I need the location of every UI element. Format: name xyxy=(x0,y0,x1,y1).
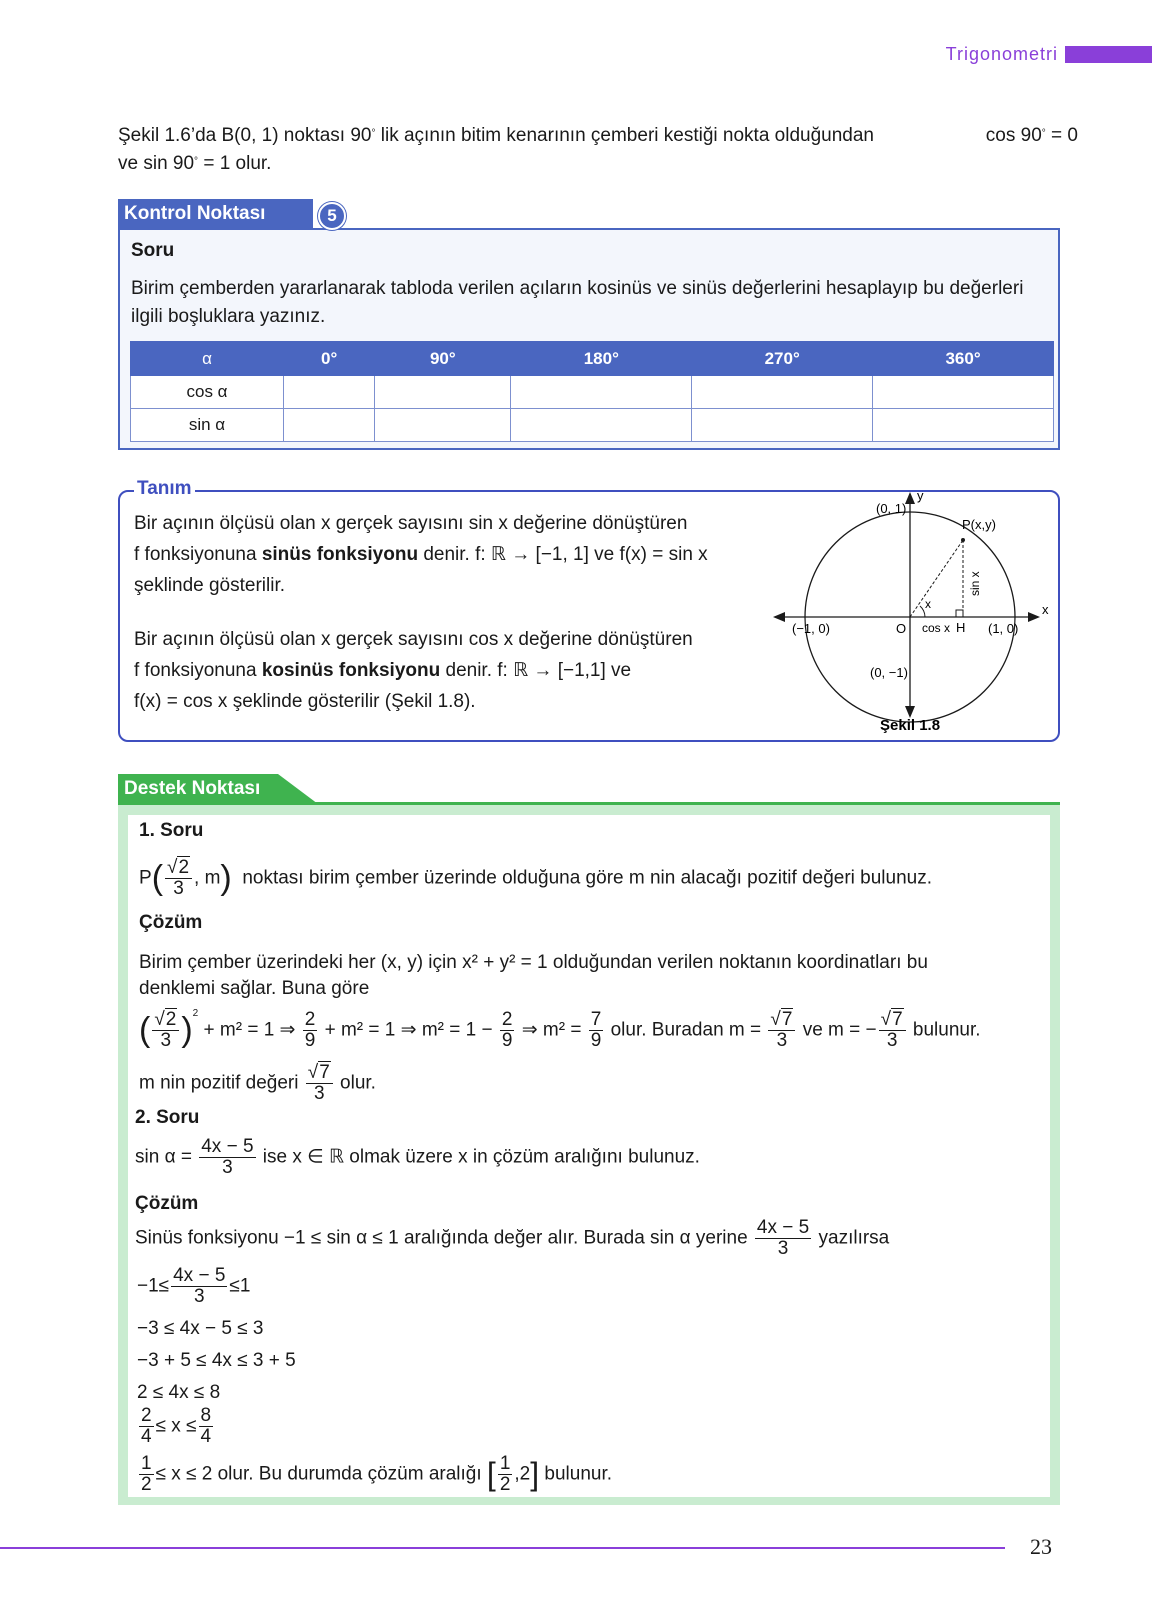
y-axis-label: y xyxy=(917,490,924,503)
y-axis-arrow xyxy=(905,492,915,504)
blank-cell[interactable] xyxy=(873,376,1054,409)
blank-cell[interactable] xyxy=(375,376,511,409)
tanim-para-1: Bir açının ölçüsü olan x gerçek sayısını sin x değerine dönüştüren f fonksiyonuna sinüs fonksiyonu denir. f: ℝ → [−1, 1] ve f(x) = sin x şeklinde gösterilir. xyxy=(134,513,708,596)
cozum-2-intro: Sinüs fonksiyonu −1 ≤ sin α ≤ 1 aralığında değer alır. Burada sin α yerine $\frac{4x - 5}{3}$ yazılırsa xyxy=(135,1217,890,1259)
destek-tab: Destek Noktası xyxy=(124,778,261,799)
cozum-1-equation: ( $\frac{√2}{3}$ )$^2$ + m² = 1 ⇒ $\frac{2}{9}$ + m² = 1 ⇒ m² = 1 − $\frac{2}{9}$ ⇒ m² = $\frac{7}{9}$ olur. Buradan m = $\frac{√7}{3}$ ve m = − $\frac{√7}{3}$ bulunur. xyxy=(139,1008,981,1051)
kontrol-badge: 5 xyxy=(318,202,346,230)
chapter-bar xyxy=(1065,46,1152,63)
step-1: −1≤ $\frac{4x - 5}{3}$ ≤1 xyxy=(137,1265,251,1307)
step-5: $\frac{2}{4}$ ≤ x ≤ $\frac{8}{4}$ xyxy=(141,1405,212,1447)
h-label: H xyxy=(956,620,966,635)
cozum-1-text: Birim çember üzerindeki her (x, y) için x² + y² = 1 olduğundan verilen noktanın koordinatları bu denklemi sağlar. Buna göre xyxy=(139,952,928,999)
destek-line xyxy=(118,802,1060,805)
row-label: sin α xyxy=(131,409,284,442)
step-6: $\frac{1}{2}$ ≤ x ≤ 2 olur. Bu durumda çözüm aralığı [ $\frac{1}{2}$ ,2] bulunur. xyxy=(141,1453,613,1495)
intro-paragraph xyxy=(118,122,1078,178)
header-cell: 270° xyxy=(692,342,873,376)
tanim-label: Tanım xyxy=(134,478,195,500)
blank-cell[interactable] xyxy=(873,409,1054,442)
bottom-point-label: (0, −1) xyxy=(870,665,908,680)
soru-2-title: 2. Soru xyxy=(135,1107,200,1128)
right-point-label: (1, 0) xyxy=(988,621,1019,636)
figure-caption: Şekil 1.8 xyxy=(880,717,941,734)
right-angle-mark xyxy=(956,610,963,617)
cozum-1-result: m nin pozitif değeri $\frac{√7}{3}$ olur. xyxy=(139,1062,376,1104)
x-axis-left-arrow xyxy=(773,612,785,622)
unit-circle-figure xyxy=(770,490,1060,740)
soru-text: Birim çemberden yararlanarak tabloda verilen açıların kosinüs ve sinüs değerlerini hesaplayıp bu değerleri ilgili boşluklara yazınız. xyxy=(131,278,1024,327)
step-3: −3 + 5 ≤ 4x ≤ 3 + 5 xyxy=(137,1350,296,1371)
footer-line xyxy=(0,1547,1005,1549)
header-cell: 90° xyxy=(375,342,511,376)
blank-cell[interactable] xyxy=(375,409,511,442)
blank-cell[interactable] xyxy=(284,376,375,409)
intro-line-2: ve sin 90° = 1 olur. xyxy=(118,153,272,174)
header-cell: 180° xyxy=(511,342,692,376)
x-axis-label: x xyxy=(1042,602,1049,617)
cozum-1-title: Çözüm xyxy=(139,912,203,933)
point-p xyxy=(961,538,965,542)
table-row xyxy=(131,409,1054,442)
row-label: cos α xyxy=(131,376,284,409)
page-number: 23 xyxy=(1030,1534,1052,1559)
left-point-label: (−1, 0) xyxy=(792,621,830,636)
p-label: P(x,y) xyxy=(962,517,996,532)
angle-label: x xyxy=(925,597,931,611)
soru-1-text: P( $\frac{√2}{3}$ , m) noktası birim çember üzerinde olduğuna göre m nin alacağı pozitif değeri bulunuz. xyxy=(139,857,932,899)
soru-2-text: sin α = $\frac{4x - 5}{3}$ ise x ∈ ℝ olmak üzere x in çözüm aralığını bulunuz. xyxy=(135,1136,700,1178)
step-2: −3 ≤ 4x − 5 ≤ 3 xyxy=(137,1318,264,1339)
soru-title: Soru xyxy=(131,240,175,261)
x-axis-arrow xyxy=(1028,612,1040,622)
cos-label: cos x xyxy=(922,621,951,635)
blank-cell[interactable] xyxy=(511,376,692,409)
blank-cell[interactable] xyxy=(692,409,873,442)
header-cell: 360° xyxy=(873,342,1054,376)
tanim-para-2: Bir açının ölçüsü olan x gerçek sayısını cos x değerine dönüştüren f fonksiyonuna kosinüs fonksiyonu denir. f: ℝ → [−1,1] ve f(x) = cos x şeklinde gösterilir (Şekil 1.8). xyxy=(134,629,693,712)
step-4: 2 ≤ 4x ≤ 8 xyxy=(137,1382,221,1403)
top-point-label: (0, 1) xyxy=(876,501,907,516)
kontrol-tab: Kontrol Noktası xyxy=(118,199,313,228)
soru-1-title: 1. Soru xyxy=(139,820,204,841)
header-cell: α xyxy=(131,342,284,376)
header-cell: 0° xyxy=(284,342,375,376)
sin-label: sin x xyxy=(968,571,982,596)
table-row xyxy=(131,376,1054,409)
angle-table-header xyxy=(131,342,1054,376)
cozum-2-title: Çözüm xyxy=(135,1193,199,1214)
angle-table xyxy=(130,341,1054,442)
intro-line-1: Şekil 1.6’da B(0, 1) noktası 90° lik açının bitim kenarının çemberi kestiği nokta olduğundan cos 90° = 0 xyxy=(118,125,1078,146)
radius-op xyxy=(910,540,963,617)
blank-cell[interactable] xyxy=(511,409,692,442)
blank-cell[interactable] xyxy=(284,409,375,442)
origin-label: O xyxy=(896,621,907,636)
chapter-title: Trigonometri xyxy=(945,44,1058,64)
blank-cell[interactable] xyxy=(692,376,873,409)
